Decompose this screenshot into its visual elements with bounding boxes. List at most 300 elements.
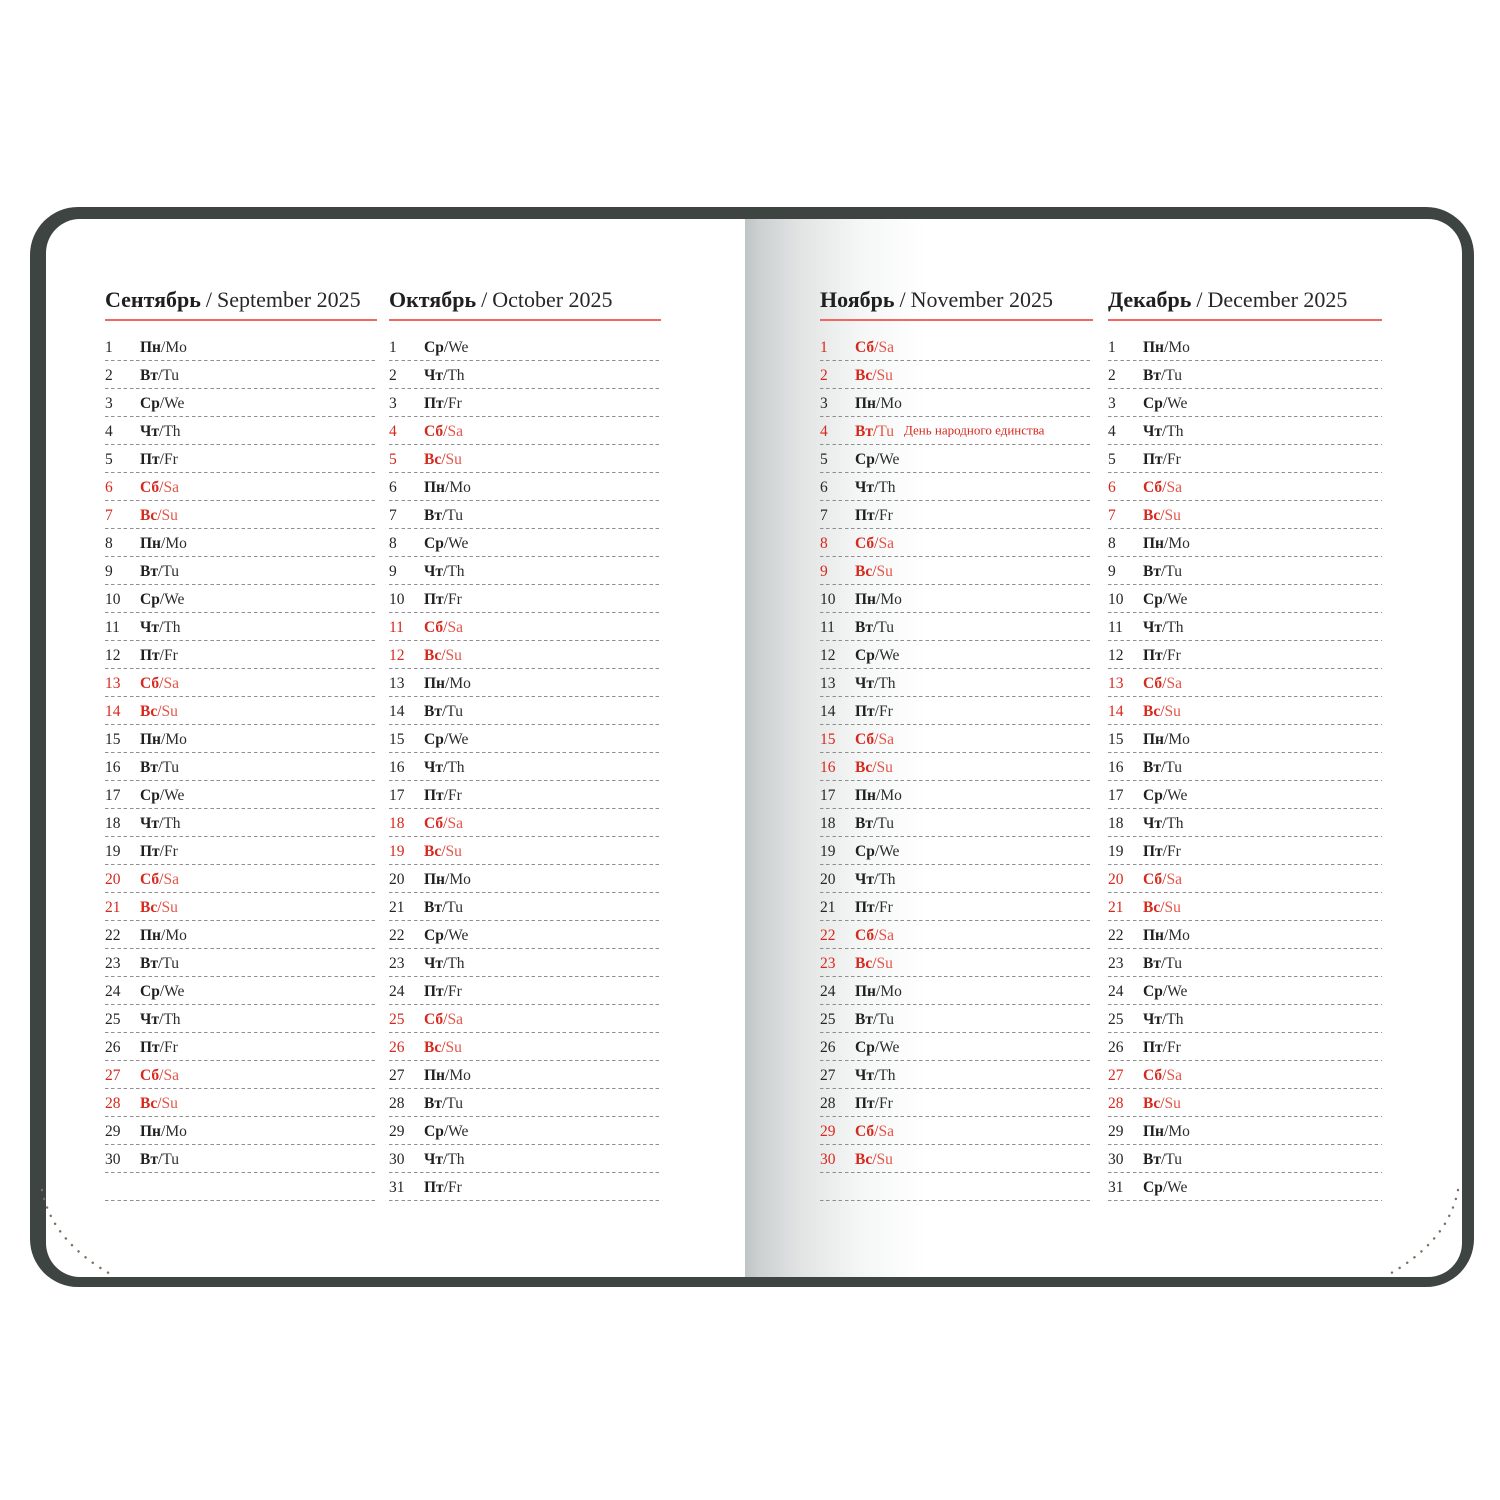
day-abbr-separator: / — [443, 954, 448, 972]
day-number: 21 — [105, 898, 121, 916]
day-abbr-latin: Fr — [878, 702, 893, 720]
day-abbreviation — [855, 872, 896, 887]
day-abbr-cyrillic: Пн — [855, 982, 876, 1000]
day-abbr-latin: Tu — [162, 366, 179, 384]
day-abbr-latin: We — [164, 590, 185, 608]
calendar-day-row — [1108, 1033, 1382, 1061]
day-abbr-latin: Mo — [1168, 926, 1190, 944]
day-abbr-separator: / — [157, 954, 163, 972]
day-number: 25 — [105, 1010, 121, 1028]
day-abbreviation — [855, 1012, 894, 1027]
day-number: 9 — [820, 562, 828, 580]
day-abbr-cyrillic: Пт — [855, 1094, 875, 1112]
day-abbr-separator: / — [1160, 702, 1165, 720]
day-abbr-separator: / — [159, 646, 164, 664]
day-number: 22 — [389, 926, 405, 944]
day-abbr-latin: Mo — [449, 674, 471, 692]
month-header — [105, 288, 377, 321]
day-number: 26 — [1108, 1038, 1124, 1056]
day-abbreviation — [1143, 340, 1190, 355]
calendar-day-row — [1108, 1005, 1382, 1033]
day-abbreviation — [424, 1180, 462, 1195]
day-number: 29 — [105, 1122, 121, 1140]
day-abbr-separator: / — [445, 1066, 450, 1084]
day-number: 27 — [105, 1066, 121, 1084]
day-abbr-cyrillic: Сб — [855, 1122, 875, 1140]
day-abbr-latin: We — [879, 842, 900, 860]
day-number: 23 — [105, 954, 121, 972]
day-abbr-separator: / — [157, 758, 163, 776]
day-abbr-latin: Fr — [447, 1178, 462, 1196]
day-abbr-cyrillic: Ср — [140, 590, 160, 608]
calendar-day-row — [820, 1117, 1093, 1145]
day-abbr-cyrillic: Ср — [140, 982, 160, 1000]
day-abbr-latin: Fr — [447, 982, 462, 1000]
calendar-day-row — [1108, 445, 1382, 473]
day-abbr-cyrillic: Вс — [140, 702, 158, 720]
day-abbr-separator: / — [157, 506, 162, 524]
day-abbr-latin: We — [1167, 786, 1188, 804]
day-abbr-separator: / — [157, 898, 162, 916]
day-number: 19 — [1108, 842, 1124, 860]
day-abbr-separator: / — [876, 590, 881, 608]
month-title-en: September 2025 — [217, 287, 361, 312]
day-abbr-separator: / — [445, 478, 450, 496]
calendar-day-row — [389, 389, 661, 417]
day-number: 2 — [389, 366, 397, 384]
day-abbr-cyrillic: Пт — [140, 1038, 160, 1056]
day-abbr-separator: / — [159, 1038, 164, 1056]
day-abbreviation — [140, 480, 179, 495]
day-abbr-separator: / — [159, 870, 164, 888]
day-abbr-separator: / — [1160, 562, 1166, 580]
calendar-day-row — [1108, 417, 1382, 445]
day-abbreviation — [1143, 592, 1187, 607]
day-abbreviation — [140, 1012, 181, 1027]
day-abbreviation — [855, 704, 893, 719]
day-abbr-cyrillic: Чт — [1143, 422, 1162, 440]
day-abbr-separator: / — [1162, 1038, 1167, 1056]
day-number: 1 — [1108, 338, 1116, 356]
calendar-day-row — [389, 921, 661, 949]
day-abbreviation — [424, 592, 462, 607]
day-abbr-separator: / — [1162, 1010, 1167, 1028]
day-number: 9 — [389, 562, 397, 580]
day-abbr-separator: / — [441, 702, 447, 720]
day-abbr-latin: We — [164, 982, 185, 1000]
day-abbr-cyrillic: Пт — [1143, 1038, 1163, 1056]
day-abbreviation — [855, 900, 893, 915]
calendar-day-row — [1108, 753, 1382, 781]
calendar-day-row — [105, 1061, 377, 1089]
day-abbreviation — [1143, 984, 1187, 999]
day-number: 6 — [389, 478, 397, 496]
calendar-day-row — [105, 697, 377, 725]
calendar-day-row — [820, 389, 1093, 417]
day-abbr-cyrillic: Вс — [1143, 702, 1161, 720]
day-abbr-separator: / — [1162, 870, 1167, 888]
day-number: 16 — [389, 758, 405, 776]
day-abbr-latin: Mo — [165, 534, 187, 552]
calendar-day-row — [820, 585, 1093, 613]
day-abbr-separator: / — [1162, 646, 1167, 664]
day-abbr-latin: Fr — [163, 1038, 178, 1056]
day-abbr-separator: / — [874, 1094, 879, 1112]
calendar-day-row — [820, 417, 1093, 445]
day-abbr-separator: / — [443, 786, 448, 804]
day-abbreviation — [855, 928, 894, 943]
day-number: 6 — [820, 478, 828, 496]
day-number: 20 — [820, 870, 836, 888]
day-number: 3 — [1108, 394, 1116, 412]
day-abbr-latin: Tu — [877, 814, 894, 832]
day-abbr-cyrillic: Сб — [855, 730, 875, 748]
day-abbr-latin: Mo — [1168, 534, 1190, 552]
day-abbr-cyrillic: Ср — [1143, 982, 1163, 1000]
day-abbr-latin: Mo — [165, 1122, 187, 1140]
day-abbreviation — [140, 928, 187, 943]
calendar-day-row — [389, 417, 661, 445]
calendar-day-row — [820, 473, 1093, 501]
day-abbr-cyrillic: Вт — [140, 758, 158, 776]
day-number: 3 — [105, 394, 113, 412]
day-abbreviation — [855, 508, 893, 523]
day-number: 4 — [389, 422, 397, 440]
month-title-en: November 2025 — [910, 287, 1053, 312]
day-abbr-latin: Su — [161, 1094, 178, 1112]
day-abbr-cyrillic: Вт — [140, 562, 158, 580]
day-abbr-latin: Sa — [447, 814, 463, 832]
day-abbr-latin: Su — [161, 898, 178, 916]
day-abbr-cyrillic: Сб — [1143, 870, 1163, 888]
calendar-day-row — [820, 921, 1093, 949]
day-abbreviation — [140, 424, 181, 439]
day-abbr-latin: Mo — [1168, 338, 1190, 356]
calendar-day-row — [389, 641, 661, 669]
day-abbr-latin: Mo — [1168, 730, 1190, 748]
day-number: 24 — [105, 982, 121, 1000]
day-number: 10 — [389, 590, 405, 608]
calendar-day-row — [1108, 669, 1382, 697]
day-abbr-cyrillic: Сб — [855, 338, 875, 356]
day-abbr-separator: / — [874, 1122, 879, 1140]
day-abbr-separator: / — [445, 870, 450, 888]
day-abbreviation — [1143, 676, 1182, 691]
day-abbr-separator: / — [1162, 814, 1167, 832]
day-abbr-latin: We — [448, 730, 469, 748]
day-abbr-separator: / — [1164, 1122, 1169, 1140]
calendar-day-row — [1108, 1117, 1382, 1145]
day-abbr-separator: / — [443, 982, 448, 1000]
day-abbreviation — [140, 676, 179, 691]
day-abbreviation — [140, 704, 178, 719]
day-abbr-cyrillic: Сб — [424, 422, 444, 440]
day-number: 13 — [1108, 674, 1124, 692]
month-calendar-september — [105, 288, 377, 1201]
day-abbr-separator: / — [1160, 954, 1166, 972]
day-abbr-separator: / — [1164, 534, 1169, 552]
day-abbreviation — [140, 396, 184, 411]
day-abbr-separator: / — [872, 758, 877, 776]
day-number: 8 — [105, 534, 113, 552]
day-abbr-separator: / — [874, 450, 880, 468]
day-number: 13 — [389, 674, 405, 692]
day-abbr-latin: Tu — [1165, 1150, 1182, 1168]
calendar-day-row — [1108, 1089, 1382, 1117]
day-number: 21 — [820, 898, 836, 916]
day-abbreviation — [424, 1040, 462, 1055]
day-abbr-cyrillic: Ср — [855, 646, 875, 664]
day-abbr-latin: Sa — [447, 618, 463, 636]
day-abbr-cyrillic: Вс — [140, 898, 158, 916]
calendar-day-row — [105, 837, 377, 865]
day-number: 15 — [105, 730, 121, 748]
day-abbr-separator: / — [872, 366, 877, 384]
day-abbr-cyrillic: Сб — [424, 814, 444, 832]
day-abbr-separator: / — [441, 646, 446, 664]
day-abbr-cyrillic: Вт — [140, 1150, 158, 1168]
calendar-day-row — [389, 1033, 661, 1061]
day-number: 29 — [1108, 1122, 1124, 1140]
day-abbreviation — [1143, 648, 1181, 663]
day-abbreviation — [140, 1152, 179, 1167]
calendar-day-row — [105, 1145, 377, 1173]
day-abbr-latin: Th — [163, 618, 181, 636]
day-abbr-separator: / — [157, 1150, 163, 1168]
day-abbreviation — [1143, 816, 1184, 831]
day-abbr-latin: Sa — [878, 534, 894, 552]
day-abbr-separator: / — [1160, 506, 1165, 524]
day-abbr-cyrillic: Пн — [1143, 1122, 1164, 1140]
day-abbr-cyrillic: Вт — [855, 618, 873, 636]
day-number: 14 — [820, 702, 836, 720]
day-abbr-separator: / — [159, 814, 164, 832]
calendar-day-row — [1108, 837, 1382, 865]
day-abbr-latin: Sa — [1166, 870, 1182, 888]
day-number: 21 — [1108, 898, 1124, 916]
calendar-day-row — [1108, 809, 1382, 837]
month-title-ru: Ноябрь — [820, 287, 895, 312]
day-abbreviation — [424, 620, 463, 635]
day-abbreviation — [1143, 424, 1184, 439]
day-abbr-latin: Fr — [1166, 450, 1181, 468]
day-abbr-cyrillic: Ср — [140, 786, 160, 804]
day-abbr-cyrillic: Сб — [1143, 478, 1163, 496]
day-abbreviation — [1143, 872, 1182, 887]
day-abbreviation — [140, 788, 184, 803]
calendar-day-row — [105, 669, 377, 697]
day-abbr-separator: / — [872, 618, 878, 636]
day-number: 5 — [389, 450, 397, 468]
calendar-day-row — [1108, 361, 1382, 389]
day-abbreviation — [855, 760, 893, 775]
day-abbr-separator: / — [874, 506, 879, 524]
day-number: 17 — [820, 786, 836, 804]
day-abbreviation — [855, 1152, 893, 1167]
calendar-day-row — [820, 557, 1093, 585]
day-abbr-cyrillic: Сб — [140, 1066, 160, 1084]
day-abbr-cyrillic: Вс — [855, 562, 873, 580]
day-abbr-cyrillic: Вс — [855, 954, 873, 972]
day-abbr-cyrillic: Вс — [424, 842, 442, 860]
day-abbr-latin: Su — [161, 702, 178, 720]
day-abbr-latin: Mo — [880, 590, 902, 608]
calendar-day-row — [389, 585, 661, 613]
calendar-day-row — [105, 949, 377, 977]
day-abbr-latin: Fr — [1166, 842, 1181, 860]
day-abbr-latin: Sa — [447, 422, 463, 440]
day-number: 5 — [820, 450, 828, 468]
month-header — [389, 288, 661, 321]
day-abbreviation — [855, 844, 899, 859]
day-abbr-cyrillic: Ср — [855, 1038, 875, 1056]
day-abbr-latin: Sa — [163, 478, 179, 496]
month-title-separator: / — [481, 287, 488, 312]
day-abbr-latin: Sa — [1166, 1066, 1182, 1084]
calendar-day-row — [105, 585, 377, 613]
calendar-day-row — [820, 445, 1093, 473]
day-abbr-cyrillic: Ср — [1143, 394, 1163, 412]
day-abbreviation — [1143, 1040, 1181, 1055]
day-number: 10 — [820, 590, 836, 608]
day-number: 30 — [105, 1150, 121, 1168]
calendar-day-row — [389, 809, 661, 837]
day-abbr-cyrillic: Пн — [424, 1066, 445, 1084]
day-abbreviation — [424, 1096, 463, 1111]
day-abbr-cyrillic: Чт — [140, 1010, 159, 1028]
day-abbr-separator: / — [443, 422, 448, 440]
calendar-day-row — [105, 333, 377, 361]
day-abbr-separator: / — [1162, 422, 1167, 440]
day-abbr-cyrillic: Вс — [140, 1094, 158, 1112]
day-abbr-separator: / — [441, 898, 447, 916]
day-abbr-separator: / — [1162, 618, 1167, 636]
day-abbr-separator: / — [872, 954, 877, 972]
calendar-day-row — [820, 669, 1093, 697]
day-abbr-latin: Fr — [163, 646, 178, 664]
day-abbreviation — [424, 676, 471, 691]
day-abbr-cyrillic: Сб — [140, 674, 160, 692]
calendar-day-row — [389, 1005, 661, 1033]
calendar-day-row — [389, 445, 661, 473]
day-number: 16 — [820, 758, 836, 776]
calendar-day-row — [820, 725, 1093, 753]
calendar-day-row — [1108, 557, 1382, 585]
day-number: 14 — [389, 702, 405, 720]
day-abbr-latin: Su — [1164, 1094, 1181, 1112]
day-abbr-latin: Tu — [877, 1010, 894, 1028]
day-abbreviation — [424, 508, 463, 523]
day-abbreviation — [855, 956, 893, 971]
day-abbr-separator: / — [441, 1038, 446, 1056]
day-number: 28 — [1108, 1094, 1124, 1112]
day-abbr-latin: Mo — [165, 926, 187, 944]
month-rows — [105, 333, 377, 1201]
month-calendar-october — [389, 288, 661, 1201]
day-abbr-separator: / — [157, 702, 162, 720]
day-number: 26 — [820, 1038, 836, 1056]
day-abbr-latin: We — [879, 646, 900, 664]
day-number: 10 — [1108, 590, 1124, 608]
day-abbr-latin: We — [448, 1122, 469, 1140]
day-abbr-separator: / — [443, 730, 449, 748]
day-abbr-latin: Tu — [162, 562, 179, 580]
calendar-day-row — [1108, 949, 1382, 977]
calendar-day-row — [1108, 921, 1382, 949]
calendar-day-row — [820, 753, 1093, 781]
calendar-day-row — [1108, 1061, 1382, 1089]
day-abbr-separator: / — [876, 786, 881, 804]
day-number: 11 — [389, 618, 404, 636]
day-abbr-latin: Tu — [162, 758, 179, 776]
day-abbr-cyrillic: Пт — [424, 786, 444, 804]
day-abbreviation — [1143, 844, 1181, 859]
day-abbr-latin: Fr — [163, 842, 178, 860]
day-number: 7 — [389, 506, 397, 524]
day-abbr-separator: / — [443, 366, 448, 384]
day-abbr-latin: Su — [876, 562, 893, 580]
day-abbr-latin: Tu — [1165, 758, 1182, 776]
calendar-day-row — [105, 529, 377, 557]
day-abbr-separator: / — [874, 1038, 880, 1056]
month-rows — [820, 333, 1093, 1201]
day-abbr-separator: / — [161, 730, 166, 748]
day-abbr-separator: / — [1162, 450, 1167, 468]
day-abbreviation — [140, 620, 181, 635]
day-number: 18 — [389, 814, 405, 832]
day-abbreviation — [1143, 1012, 1184, 1027]
calendar-day-row — [820, 641, 1093, 669]
day-abbreviation — [140, 340, 187, 355]
day-number: 12 — [820, 646, 836, 664]
day-abbr-cyrillic: Ср — [1143, 1178, 1163, 1196]
day-abbr-cyrillic: Вт — [424, 1094, 442, 1112]
calendar-day-row — [1108, 333, 1382, 361]
day-abbr-latin: Th — [1166, 618, 1184, 636]
day-abbreviation — [424, 816, 463, 831]
day-abbr-cyrillic: Вт — [424, 702, 442, 720]
calendar-day-row — [820, 333, 1093, 361]
day-abbr-cyrillic: Ср — [424, 338, 444, 356]
day-number: 15 — [1108, 730, 1124, 748]
day-abbr-separator: / — [157, 562, 163, 580]
calendar-day-row — [105, 1033, 377, 1061]
calendar-day-row — [1108, 893, 1382, 921]
calendar-day-row — [389, 781, 661, 809]
day-number: 29 — [820, 1122, 836, 1140]
day-abbr-separator: / — [872, 1150, 877, 1168]
day-abbreviation — [424, 732, 468, 747]
day-abbr-latin: Fr — [878, 898, 893, 916]
day-abbr-latin: Sa — [878, 730, 894, 748]
day-abbreviation — [140, 984, 184, 999]
day-abbreviation — [424, 480, 471, 495]
day-abbreviation — [855, 1124, 894, 1139]
month-title-ru: Сентябрь — [105, 287, 201, 312]
day-abbr-separator: / — [443, 590, 448, 608]
day-number: 18 — [1108, 814, 1124, 832]
day-abbr-cyrillic: Ср — [1143, 590, 1163, 608]
day-number: 20 — [1108, 870, 1124, 888]
day-abbreviation — [1143, 900, 1181, 915]
day-abbr-separator: / — [874, 674, 879, 692]
calendar-day-row — [105, 921, 377, 949]
calendar-day-row — [105, 753, 377, 781]
calendar-day-row — [105, 977, 377, 1005]
day-abbreviation — [855, 396, 902, 411]
day-abbreviation — [855, 480, 896, 495]
day-abbr-separator: / — [161, 926, 166, 944]
